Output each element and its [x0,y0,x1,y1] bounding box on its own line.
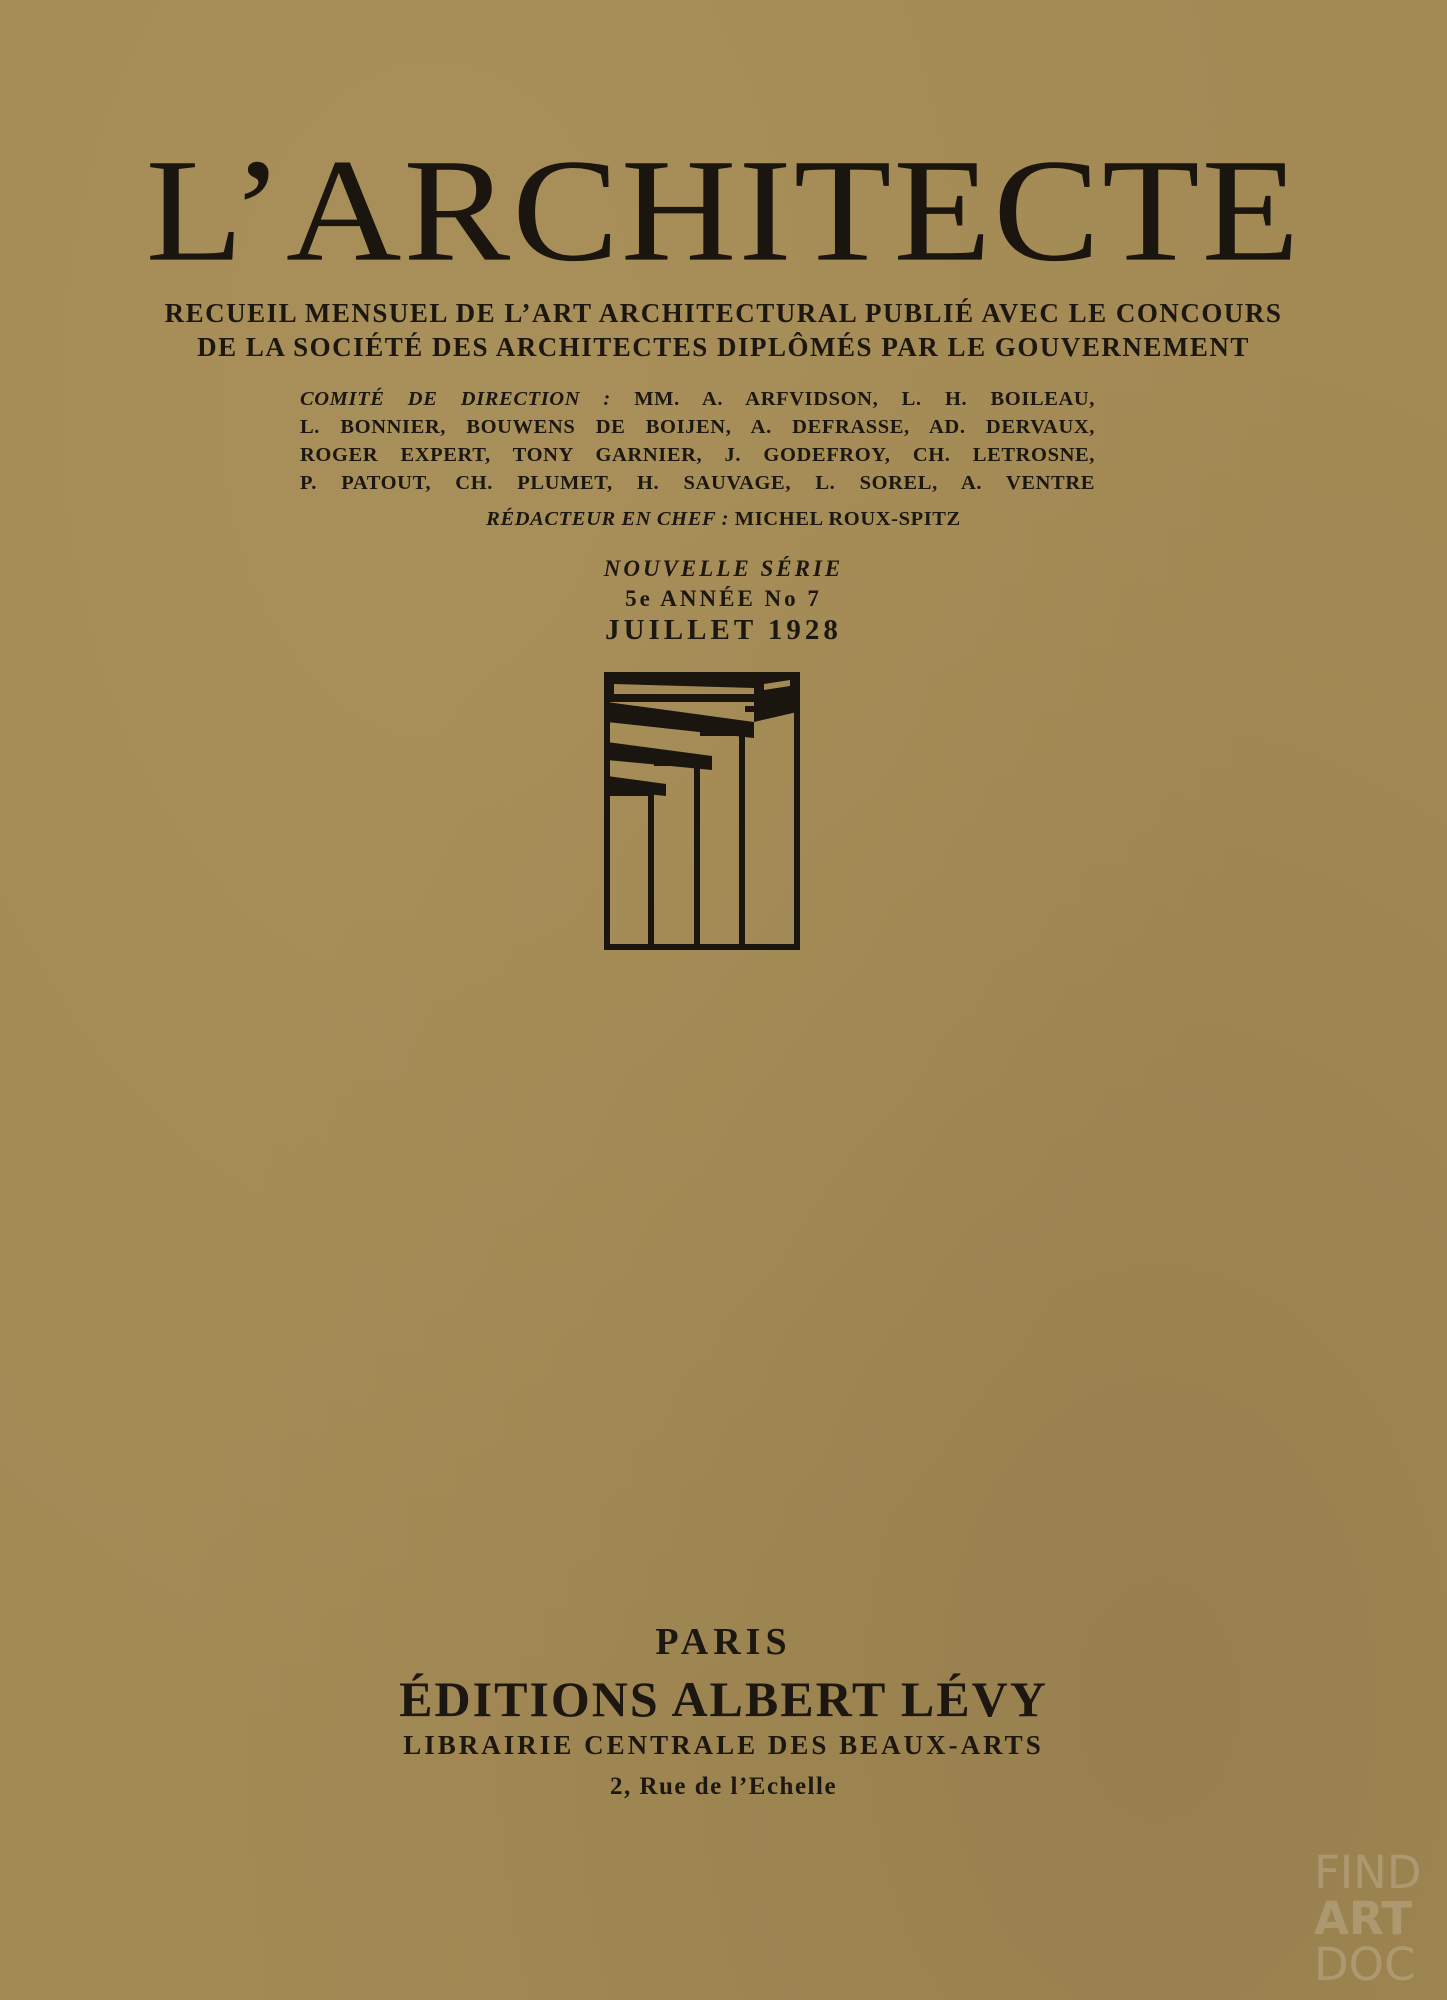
watermark-line-1: FIND [1314,1846,1422,1899]
subtitle-line-1: RECUEIL MENSUEL DE L’ART ARCHITECTURAL PUBLIÉ AVEC LE CONCOURS [164,298,1283,328]
issue-year-number: 5e ANNÉE No 7 [625,586,822,611]
columns-emblem-icon [604,672,800,950]
watermark-line-2: ART [1314,1892,1413,1945]
editor-label: RÉDACTEUR EN CHEF : [486,508,730,530]
subtitle-line-2: DE LA SOCIÉTÉ DES ARCHITECTES DIPLÔMÉS PAR LE GOUVERNEMENT [197,332,1250,362]
editor-line [0,508,1447,531]
imprint-city: PARIS [655,1621,792,1663]
imprint-publisher: ÉDITIONS ALBERT LÉVY [399,1671,1048,1727]
committee-block [300,385,1095,497]
committee-label: COMITÉ DE DIRECTION : [300,388,611,410]
issue-date: JUILLET 1928 [605,614,842,646]
masthead-title: L’ARCHITECTE [145,128,1302,292]
committee-line-4: P. PATOUT, CH. PLUMET, H. SAUVAGE, L. SOREL, A. VENTRE [300,472,1095,494]
imprint-address: 2, Rue de l’Echelle [609,1773,838,1800]
committee-line-1-names: MM. A. ARFVIDSON, L. H. BOILEAU, [634,388,1096,410]
committee-line-2: L. BONNIER, BOUWENS DE BOIJEN, A. DEFRASSE, AD. DERVAUX, [300,416,1095,438]
committee-line-1 [300,385,1095,413]
imprint-library: LIBRAIRIE CENTRALE DES BEAUX-ARTS [403,1730,1044,1760]
editor-name: MICHEL ROUX-SPITZ [734,508,961,530]
committee-line-3: ROGER EXPERT, TONY GARNIER, J. GODEFROY, CH. LETROSNE, [300,444,1095,466]
issue-series: NOUVELLE SÉRIE [603,556,844,581]
watermark-line-3: DOC [1314,1938,1416,1991]
watermark [1314,1846,1444,1991]
